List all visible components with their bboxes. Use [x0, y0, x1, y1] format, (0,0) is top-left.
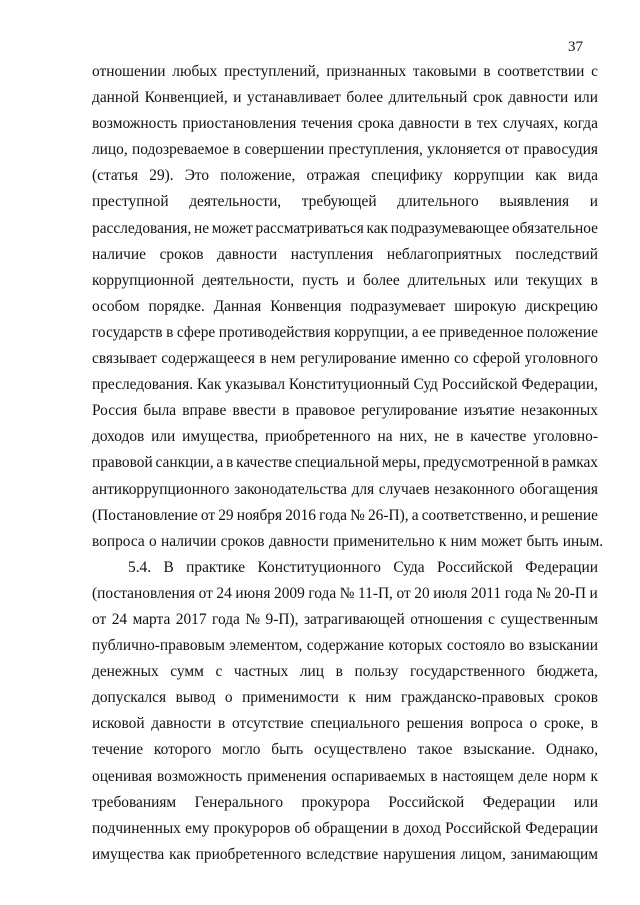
text-line: (постановления от 24 июня 2009 года № 11-П, от 20 июля 2011 года № 20-П и [92, 584, 598, 602]
text-line: преследования. Как указывал Конституционный Суд Российской Федерации, [92, 376, 598, 394]
text-line: доходов или имущества, приобретенного на них, не в качестве уголовно- [92, 428, 598, 446]
page-number: 37 [568, 39, 583, 55]
text-line: имущества как приобретенного вследствие нарушения лицом, занимающим [92, 845, 598, 863]
text-line: данной Конвенцией, и устанавливает более длительный срок давности или [92, 89, 598, 107]
paragraph [92, 555, 598, 868]
text-line: допускался вывод о применимости к ним гражданско-правовых сроков [92, 689, 598, 707]
text-line: исковой давности в отсутствие специального решения вопроса о сроке, в [92, 715, 598, 733]
text-line: наличие сроков давности наступления неблагоприятных последствий [92, 245, 598, 263]
text-line: подчиненных ему прокуроров об обращении в доход Российской Федерации [92, 819, 598, 837]
paragraph [92, 59, 604, 555]
text-line: (Постановление от 29 ноября 2016 года № 26-П), а соответственно, и решение [92, 506, 598, 524]
text-line: расследования, не может рассматриваться как подразумевающее обязательное [92, 219, 598, 237]
text-line: течение которого могло быть осуществлено такое взыскание. Однако, [92, 741, 598, 759]
text-line: (статья 29). Это положение, отражая специфику коррупции как вида [92, 167, 598, 185]
text-line: антикоррупционного законодательства для случаев незаконного обогащения [92, 480, 598, 498]
text-line: возможность приостановления течения срока давности в тех случаях, когда [92, 115, 598, 133]
text-line: преступной деятельности, требующей длительного выявления и [92, 193, 598, 211]
text-line: оценивая возможность применения оспариваемых в настоящем деле норм к [92, 767, 598, 785]
text-line: вопроса о наличии сроков давности применительно к ним может быть иным. [92, 532, 604, 550]
text-line: лицо, подозреваемое в совершении преступления, уклоняется от правосудия [92, 141, 598, 159]
text-line: отношении любых преступлений, признанных таковыми в соответствии с [92, 63, 598, 80]
text-line: коррупционной деятельности, пусть и более длительных или текущих в [92, 271, 598, 289]
text-line: от 24 марта 2017 года № 9-П), затрагивающей отношения с существенным [92, 610, 598, 628]
text-line: Россия была вправе ввести в правовое регулирование изъятие незаконных [92, 402, 598, 420]
document-body [92, 59, 604, 868]
text-line: правовой санкции, а в качестве специальной меры, предусмотренной в рамках [92, 454, 598, 472]
text-line: требованиям Генерального прокурора Российской Федерации или [92, 793, 598, 811]
text-line: публично-правовым элементом, содержание которых состояло во взыскании [92, 637, 598, 655]
text-line: 5.4. В практике Конституционного Суда Российской Федерации [128, 558, 598, 576]
text-line: связывает содержащееся в нем регулирование именно со сферой уголовного [92, 350, 598, 368]
text-line: денежных сумм с частных лиц в пользу государственного бюджета, [92, 663, 598, 681]
text-line: государств в сфере противодействия коррупции, а ее приведенное положение [92, 323, 598, 341]
text-line: особом порядке. Данная Конвенция подразумевает широкую дискрецию [92, 297, 598, 315]
